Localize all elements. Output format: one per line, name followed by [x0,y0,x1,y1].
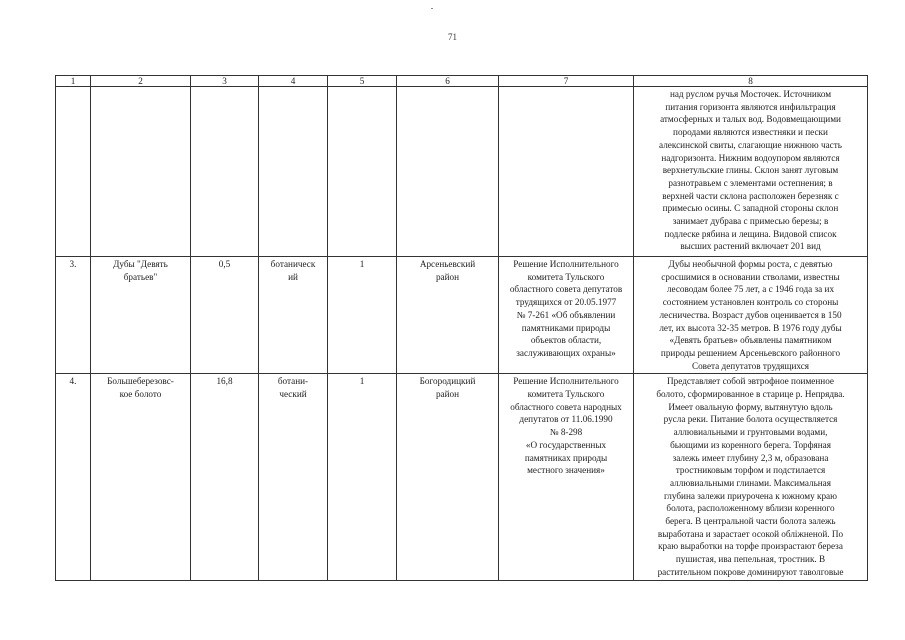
column-header: 6 [397,76,499,87]
area-ha: 0,5 [191,257,259,374]
table-row [56,374,868,580]
scan-speck [431,8,433,9]
column-header: 7 [499,76,634,87]
nature-monuments-table [55,75,868,581]
area-ha [191,87,259,257]
column-header: 4 [259,76,328,87]
row-number [56,87,91,257]
category [328,87,397,257]
district [397,87,499,257]
column-header: 3 [191,76,259,87]
category: 1 [328,257,397,374]
column-header: 2 [91,76,191,87]
monument-name [91,87,191,257]
column-header: 1 [56,76,91,87]
row-number: 3. [56,257,91,374]
column-header: 5 [328,76,397,87]
monument-name: Дубы "Девять братьев" [91,257,191,374]
table-row [56,87,868,257]
profile: ботаническ ий [259,257,328,374]
decision-text [499,87,634,257]
description-text: Представляет собой эвтрофное поименное болото, сформированное в старице р. Непрядва. Имеет овальную форму, вытянутую вдоль русла реки. Питание болота осуществляется аллювиальными и грунтовыми водами, бьющими из коренного берега. Торфяная залежь имеет глубину 2,3 м, образована тростниковым торфом и подстилается аллювиальными глинами. Максимальная глубина залежи приурочена к южному краю болота, расположенному вблизи коренного берега. В центральной части болота залежь выработана и зарастает осокой обліжненой. По краю выработки на торфе произрастают береза пушистая, ива пепельная, тростник. В растительном покрове доминируют таволговые [634,374,868,580]
monument-name: Большеберезовс- кое болото [91,374,191,580]
district: Арсеньевский район [397,257,499,374]
page-number: 71 [448,32,457,42]
area-ha: 16,8 [191,374,259,580]
description-text: Дубы необычной формы роста, с девятью сросшимися в основании стволами, известны лесоводам более 75 лет, а с 1946 года за их состоянием установлен контроль со стороны лесничества. Возраст дубов оценивается в 150 лет, их высота 32-35 метров. В 1976 году дубы «Девять братьев» объявлены памятником природы решением Арсеньевского районного Совета депутатов трудящихся [634,257,868,374]
column-header: 8 [634,76,868,87]
row-number: 4. [56,374,91,580]
category: 1 [328,374,397,580]
decision-text: Решение Исполнительного комитета Тульского областного совета депутатов трудящихся от 20.05.1977 № 7-261 «Об объявлении памятниками природы объектов области, заслуживающих охраны» [499,257,634,374]
decision-text: Решение Исполнительного комитета Тульского областного совета народных депутатов от 11.06.1990 № 8-298 «О государственных памятниках природы местного значения» [499,374,634,580]
header-row [56,76,868,87]
profile [259,87,328,257]
profile: ботани- ческий [259,374,328,580]
description-text: над руслом ручья Мосточек. Источником питания горизонта являются инфильтрация атмосферных и талых вод. Водовмещающими породами являются известняки и пески алексинской свиты, слагающие нижнюю часть надгоризонта. Нижним водоупором являются верхнетульские глины. Склон занят луговым разнотравьем с элементами остепнения; в верхней части склона расположен березняк с примесью осины. С западной стороны склон занимает дубрава с примесью березы; в подлеске рябина и лещина. Видовой список высших растений включает 201 вид [634,87,868,257]
table-row [56,257,868,374]
district: Богородицкий район [397,374,499,580]
